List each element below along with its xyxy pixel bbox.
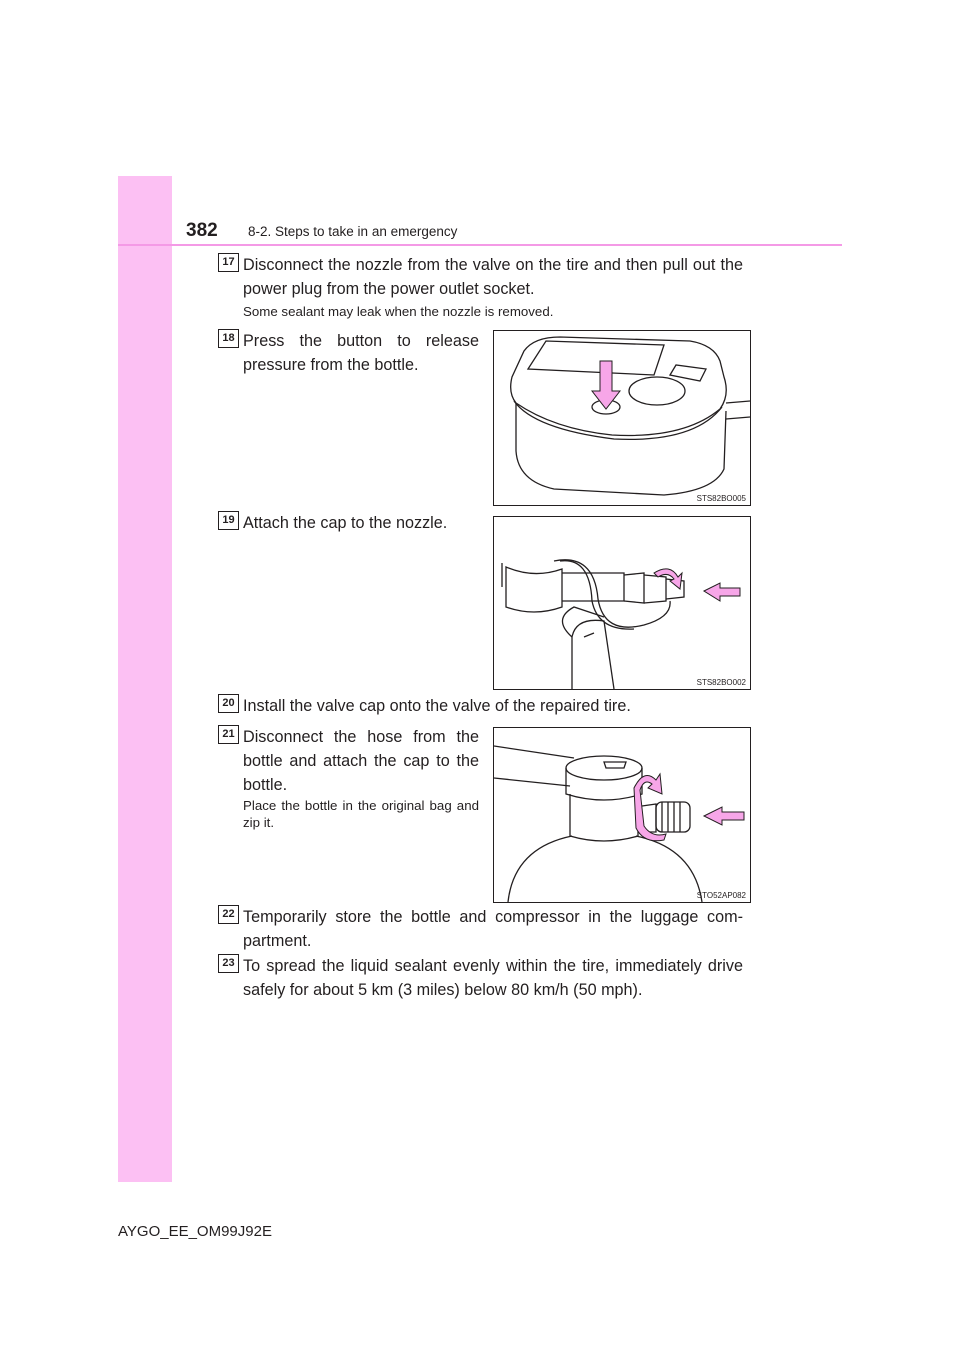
figure-compressor-button xyxy=(493,330,751,506)
compressor-illustration xyxy=(494,331,750,505)
step-number-17: 17 xyxy=(218,253,239,272)
page-number: 382 xyxy=(186,220,218,241)
step-number-20: 20 xyxy=(218,694,239,713)
header-rule xyxy=(118,244,842,246)
attach-arrow-icon xyxy=(704,583,740,601)
step-22-text: Temporarily store the bottle and compressor in the luggage com-partment. xyxy=(243,908,743,950)
step-number-21: 21 xyxy=(218,725,239,744)
nozzle-cap-illustration xyxy=(494,517,750,689)
figure-code: STS82BO005 xyxy=(696,494,746,503)
attach-arrow-icon xyxy=(704,807,744,825)
step-number-19: 19 xyxy=(218,511,239,530)
step-20-text: Install the valve cap onto the valve of the repaired tire. xyxy=(243,697,631,715)
chapter-sidebar xyxy=(118,176,172,1182)
step-23-text: To spread the liquid sealant evenly within the tire, immediately drive safely for about 5 km (3 miles) below 80 km/h (50 mph). xyxy=(243,957,743,999)
step-number-23: 23 xyxy=(218,954,239,973)
section-title: 8-2. Steps to take in an emergency xyxy=(248,224,458,239)
step-21-text: Disconnect the hose from the bottle and attach the cap to the bottle. xyxy=(243,728,479,794)
figure-code: STO52AP082 xyxy=(696,891,746,900)
rotate-arrow-icon xyxy=(634,774,666,841)
step-17-text: Disconnect the nozzle from the valve on the tire and then pull out the power plug from the power outlet socket. xyxy=(243,256,743,298)
figure-bottle-cap xyxy=(493,727,751,903)
step-number-22: 22 xyxy=(218,905,239,924)
document-code: AYGO_EE_OM99J92E xyxy=(118,1223,272,1240)
bottle-cap-illustration xyxy=(494,728,750,902)
step-17-note: Some sealant may leak when the nozzle is removed. xyxy=(243,304,554,319)
figure-nozzle-cap xyxy=(493,516,751,690)
step-19-text: Attach the cap to the nozzle. xyxy=(243,514,448,532)
step-number-18: 18 xyxy=(218,329,239,348)
figure-code: STS82BO002 xyxy=(696,678,746,687)
step-21-note: Place the bottle in the original bag and zip it. xyxy=(243,798,479,830)
step-18-text: Press the button to release pressure from the bottle. xyxy=(243,332,479,374)
